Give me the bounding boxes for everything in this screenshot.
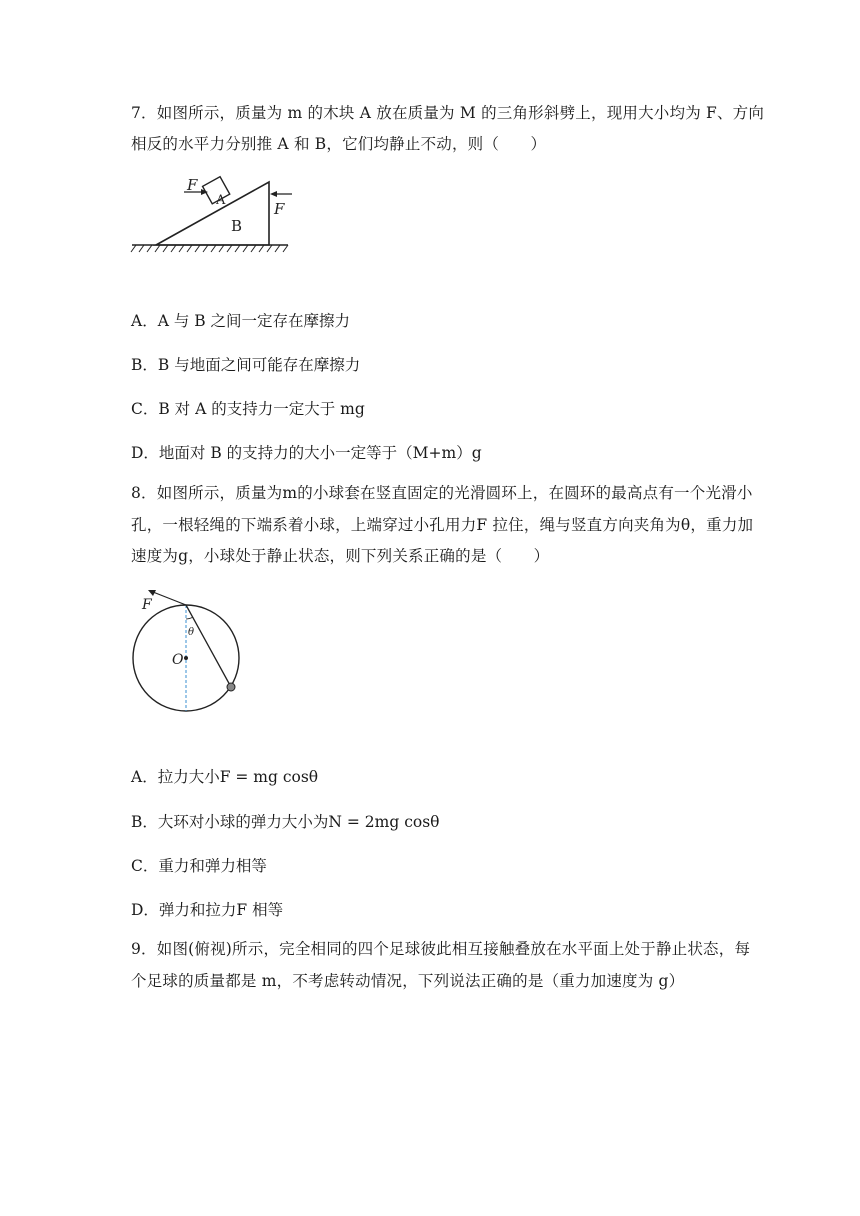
- force-arrow: [153, 592, 186, 605]
- q8-option-c: C．重力和弹力相等: [131, 857, 267, 875]
- q7-wedge-figure: [128, 170, 298, 260]
- q8-option-a: A．拉力大小F = mg cosθ: [131, 768, 319, 786]
- ground-hatching: [131, 245, 288, 252]
- label-o: O: [172, 652, 184, 668]
- q7-option-a: A．A 与 B 之间一定存在摩擦力: [131, 312, 351, 330]
- q9-stem-line2: 个足球的质量都是 m，不考虑转动情况，下列说法正确的是（重力加速度为 g）: [131, 972, 685, 990]
- q7-option-c: C．B 对 A 的支持力一定大于 mg: [131, 400, 365, 418]
- center-point: [184, 656, 188, 660]
- q7-option-d: D．地面对 B 的支持力的大小一定等于（M+m）g: [131, 444, 482, 462]
- label-f-right: F: [274, 200, 285, 218]
- q8-option-d: D．弹力和拉力F 相等: [131, 901, 284, 919]
- q8-option-b: B．大环对小球的弹力大小为N = 2mg cosθ: [131, 813, 440, 831]
- label-a: A: [216, 193, 226, 208]
- q8-stem-line3: 速度为g，小球处于静止状态，则下列关系正确的是（ ）: [131, 547, 550, 565]
- q8-ring-figure: [128, 583, 248, 713]
- label-b: B: [231, 217, 243, 235]
- force-arrowhead-right: [270, 191, 277, 197]
- q7-option-b: B．B 与地面之间可能存在摩擦力: [131, 356, 361, 374]
- small-ball: [227, 683, 235, 691]
- label-f-left: F: [187, 176, 198, 194]
- q9-stem-line1: 9．如图(俯视)所示，完全相同的四个足球彼此相互接触叠放在水平面上处于静止状态，每: [131, 940, 751, 958]
- q8-stem-line1: 8．如图所示，质量为m的小球套在竖直固定的光滑圆环上，在圆环的最高点有一个光滑小: [131, 484, 753, 502]
- q7-stem-line1: 7．如图所示，质量为 m 的木块 A 放在质量为 M 的三角形斜劈上，现用大小均为 F、方向: [131, 104, 765, 122]
- q8-stem-line2: 孔，一根轻绳的下端系着小球，上端穿过小孔用力F 拉住，绳与竖直方向夹角为θ，重力加: [131, 516, 754, 534]
- q7-stem-line2: 相反的水平力分别推 A 和 B，它们均静止不动，则（ ）: [131, 135, 547, 153]
- label-f: F: [142, 597, 152, 613]
- label-theta: θ: [188, 627, 195, 638]
- angle-arc: [186, 617, 193, 619]
